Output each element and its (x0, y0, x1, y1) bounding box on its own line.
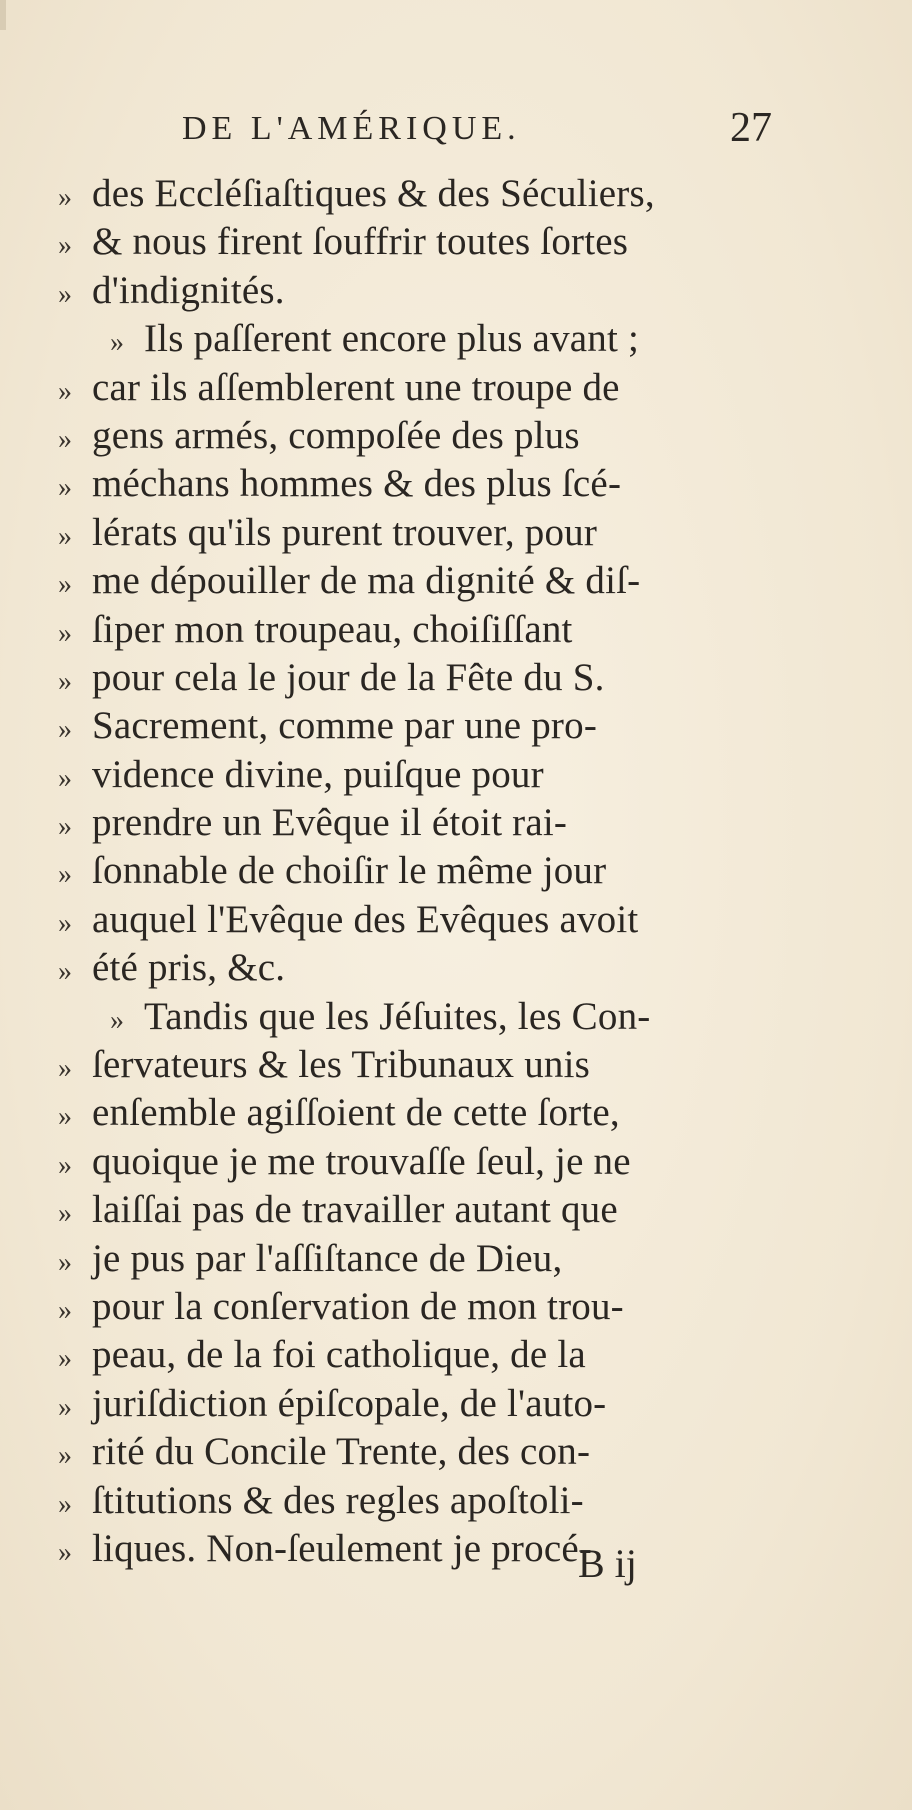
text-line (58, 315, 758, 363)
text-line (58, 896, 758, 944)
line-text: été pris, &c. (92, 946, 286, 990)
quotation-mark: » (58, 1440, 73, 1472)
quotation-mark: » (110, 327, 125, 359)
text-line (58, 606, 758, 654)
quotation-mark: » (58, 1053, 73, 1085)
text-line (58, 1041, 758, 1089)
text-line (58, 751, 758, 799)
text-line (58, 1138, 758, 1186)
signature-mark: B ij (578, 1541, 637, 1586)
text-line (58, 654, 758, 702)
line-text: & nous firent ſouffrir toutes ſortes (92, 220, 629, 264)
text-line (58, 509, 758, 557)
line-text: rité du Concile Trente, des con- (92, 1430, 591, 1474)
text-line (58, 1186, 758, 1234)
text-line (58, 1477, 758, 1525)
quotation-mark: » (58, 182, 73, 213)
quotation-mark: » (58, 762, 73, 794)
text-line (58, 1331, 758, 1379)
line-text: ſiper mon troupeau, choiſiſſant (92, 607, 573, 651)
text-line (58, 702, 758, 750)
line-text: prendre un Evêque il étoit rai- (92, 801, 568, 845)
quotation-mark: » (58, 1488, 73, 1520)
line-text: gens armés, compoſée des plus (92, 413, 580, 457)
text-line (58, 1235, 758, 1283)
quotation-mark: » (58, 1149, 73, 1181)
quotation-mark: » (58, 1246, 73, 1278)
line-text: vidence divine, puiſque pour (92, 752, 544, 796)
line-text: je pus par l'aſſiſtance de Dieu, (92, 1236, 563, 1280)
line-text: car ils aſſemblerent une troupe de (92, 365, 620, 409)
page-header (182, 105, 782, 160)
quotation-mark: » (58, 859, 73, 891)
quotation-mark: » (58, 1391, 73, 1423)
line-text: enſemble agiſſoient de cette ſorte, (92, 1091, 620, 1135)
body-text (58, 170, 758, 1573)
page-number: 27 (730, 105, 772, 151)
quotation-mark: » (58, 665, 73, 697)
quotation-mark: » (58, 1343, 73, 1375)
quotation-mark: » (58, 278, 73, 310)
page-edge-mark (0, 0, 6, 30)
text-line (58, 412, 758, 460)
text-line (58, 1380, 758, 1428)
text-line (58, 364, 758, 412)
quotation-mark: » (58, 956, 73, 988)
quotation-mark: » (58, 714, 73, 746)
text-line (58, 1525, 758, 1573)
quotation-mark: » (58, 472, 73, 504)
quotation-mark: » (58, 1198, 73, 1230)
quotation-mark: » (58, 520, 73, 552)
line-text: peau, de la foi catholique, de la (92, 1333, 586, 1377)
line-text: Sacrement, comme par une pro- (92, 704, 598, 748)
running-head: DE L'AMÉRIQUE. (182, 110, 521, 147)
quotation-mark: » (58, 230, 73, 262)
line-text: auquel l'Evêque des Evêques avoit (92, 897, 639, 941)
text-line (58, 993, 758, 1041)
line-text: ſtitutions & des regles apoſtoli- (92, 1478, 584, 1522)
quotation-mark: » (58, 569, 73, 601)
line-text: lérats qu'ils purent trouver, pour (92, 510, 598, 554)
line-text: ſonnable de choiſir le même jour (92, 849, 607, 893)
text-line (58, 460, 758, 508)
line-text: Ils paſſerent encore plus avant ; (144, 317, 639, 361)
quotation-mark: » (58, 617, 73, 649)
line-text: juriſdiction épiſcopale, de l'auto- (92, 1381, 607, 1425)
line-text: pour la conſervation de mon trou- (92, 1284, 624, 1328)
text-line (58, 944, 758, 992)
text-line (58, 847, 758, 895)
quotation-mark: » (58, 811, 73, 843)
quotation-mark: » (58, 907, 73, 939)
text-line (58, 799, 758, 847)
text-line (58, 1089, 758, 1137)
quotation-mark: » (58, 1294, 73, 1326)
line-text: des Eccléſiaſtiques & des Séculiers, (92, 172, 655, 215)
quotation-mark: » (58, 375, 73, 407)
quotation-mark: » (58, 423, 73, 455)
quotation-mark: » (58, 1101, 73, 1133)
text-line (58, 170, 758, 218)
quotation-mark: » (110, 1004, 125, 1036)
quotation-mark: » (58, 1536, 73, 1568)
line-text: méchans hommes & des plus ſcé- (92, 462, 622, 506)
line-text: pour cela le jour de la Fête du S. (92, 655, 605, 699)
line-text: quoique je me trouvaſſe ſeul, je ne (92, 1139, 631, 1183)
line-text: me dépouiller de ma dignité & diſ- (92, 559, 641, 603)
text-line (58, 1428, 758, 1476)
line-text: Tandis que les Jéſuites, les Con- (144, 994, 651, 1038)
text-line (58, 557, 758, 605)
text-line (58, 1283, 758, 1331)
line-text: laiſſai pas de travailler autant que (92, 1188, 618, 1232)
text-line (58, 218, 758, 266)
line-text: ſervateurs & les Tribunaux unis (92, 1043, 591, 1087)
text-line (58, 267, 758, 315)
line-text: d'indignités. (92, 268, 285, 312)
line-text: liques. Non-ſeulement je procé- (92, 1526, 593, 1570)
